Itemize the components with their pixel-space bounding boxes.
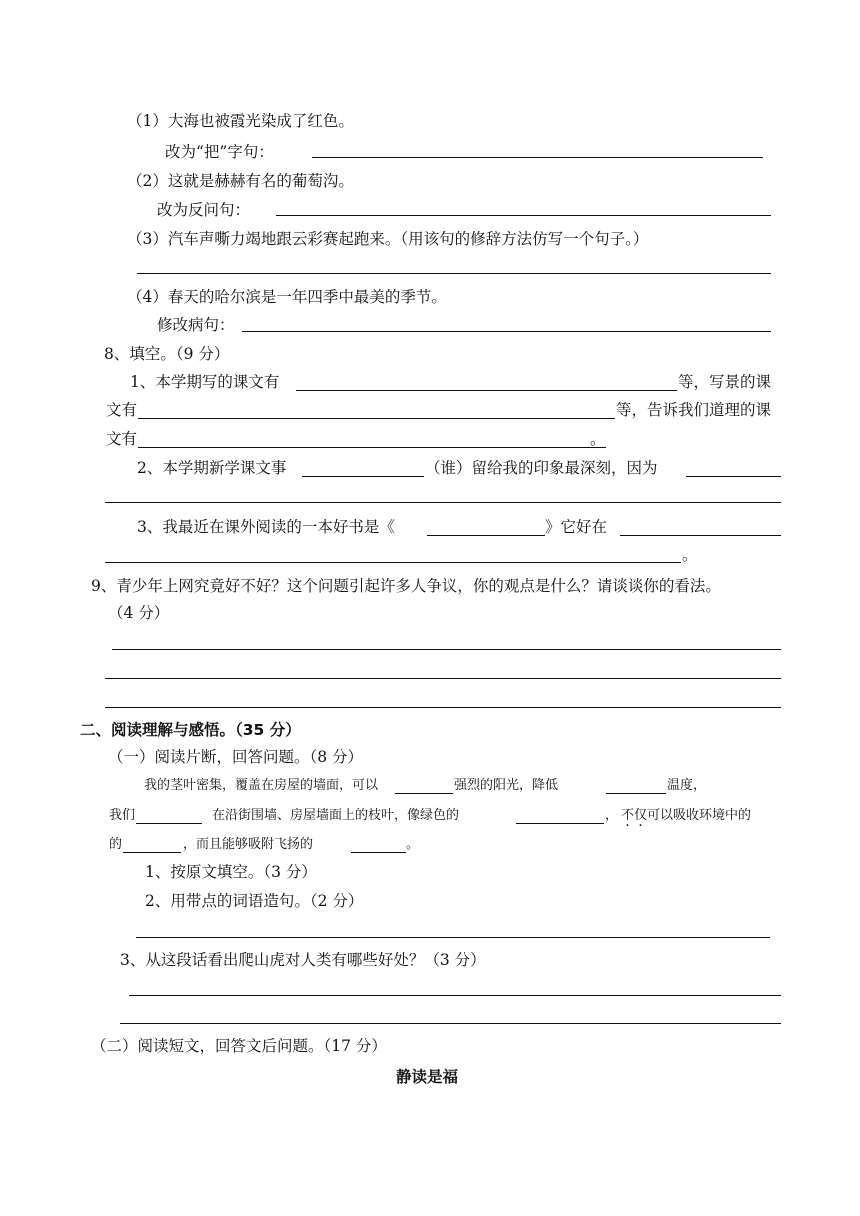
passage-line2-b: 在沿街围墙、房屋墙面上的枝叶，像绿色的: [212, 808, 460, 823]
q8-line3-prefix: 文有: [106, 430, 138, 448]
essay-title: 静读是福: [396, 1068, 459, 1086]
passage-line2-a: 我们: [109, 808, 136, 823]
answer-line: [138, 447, 606, 448]
blank-line: [351, 852, 406, 853]
section2-heading: 二、阅读理解与感悟。（35 分）: [80, 721, 301, 739]
blank-line: [606, 793, 666, 794]
answer-line: [686, 476, 781, 477]
q7-item4: （4）春天的哈尔滨是一年四季中最美的季节。: [127, 288, 447, 306]
answer-line: [427, 535, 545, 536]
answer-line: [620, 535, 781, 536]
answer-line: [105, 707, 781, 708]
answer-line: [105, 562, 681, 563]
q8-line1-suffix: 等，写景的课: [678, 373, 772, 391]
part1-heading: （一）阅读片断，回答问题。（8 分）: [108, 748, 364, 766]
q7-item2-instruction: 改为反问句：: [157, 201, 251, 219]
q7-item4-instruction: 修改病句：: [157, 316, 235, 334]
part1-q2: 2、用带点的词语造句。（2 分）: [145, 892, 364, 910]
blank-line: [516, 823, 604, 824]
q8-line5-mid: 》它好在: [545, 518, 608, 536]
answer-line: [312, 157, 763, 158]
dotted-word: [621, 807, 647, 825]
answer-line: [242, 331, 771, 332]
answer-line: [137, 273, 771, 274]
dotted-char-2: 仅: [634, 808, 648, 823]
answer-line: [120, 1023, 781, 1024]
answer-line: [129, 995, 781, 996]
q7-item2: （2）这就是赫赫有名的葡萄沟。: [127, 172, 354, 190]
q8-title: 8、填空。（9 分）: [104, 345, 230, 363]
q7-item1: （1）大海也被霞光染成了红色。: [127, 112, 354, 130]
passage-line3-c: 。: [406, 837, 420, 852]
answer-line: [138, 418, 615, 419]
q8-line2-prefix: 文有: [106, 401, 138, 419]
q8-line4-mid: （谁）留给我的印象最深刻，因为: [425, 459, 658, 477]
part2-heading: （二）阅读短文，回答文后问题。（17 分）: [91, 1037, 387, 1055]
passage-line2-e: 可以吸收环境中的: [647, 808, 752, 823]
blank-line: [136, 823, 202, 824]
answer-line: [302, 476, 424, 477]
passage-line3-a: 的: [109, 837, 123, 852]
q8-line5-prefix: 3、我最近在课外阅读的一本好书是《: [137, 518, 395, 536]
answer-line: [136, 937, 770, 938]
q8-line3-suffix: 。: [590, 430, 606, 448]
dotted-char-1: 不: [621, 808, 635, 823]
passage-line1-a: 我的茎叶密集，覆盖在房屋的墙面，可以: [144, 778, 379, 793]
passage-line2-c: ，: [605, 808, 619, 823]
answer-line: [276, 215, 771, 216]
q7-item3: （3）汽车声嘶力竭地跟云彩赛起跑来。（用该句的修辞方法仿写一个句子。）: [127, 230, 649, 248]
q9-question: 9、青少年上网究竟好不好？这个问题引起许多人争议，你的观点是什么？请谈谈你的看法。: [91, 577, 721, 595]
passage-line1-c: 温度，: [667, 778, 707, 793]
part1-q1: 1、按原文填空。（3 分）: [145, 863, 317, 881]
part1-q3: 3、从这段话看出爬山虎对人类有哪些好处？（3 分）: [120, 951, 486, 969]
q8-line1-prefix: 1、本学期写的课文有: [130, 373, 280, 391]
q7-item1-instruction: 改为“把”字句：: [165, 143, 274, 161]
blank-line: [395, 793, 453, 794]
q8-line2-suffix: 等，告诉我们道理的课: [616, 401, 772, 419]
answer-line: [105, 678, 781, 679]
q9-score: （4 分）: [108, 604, 170, 622]
answer-line: [296, 390, 677, 391]
passage-line1-b: 强烈的阳光，降低: [454, 778, 559, 793]
q8-line6-suffix: 。: [682, 546, 698, 564]
passage-line3-b: ，而且能够吸附飞扬的: [183, 837, 314, 852]
q8-line4-prefix: 2、本学期新学课文事: [137, 459, 287, 477]
answer-line: [112, 649, 781, 650]
answer-line: [105, 502, 781, 503]
blank-line: [123, 852, 181, 853]
